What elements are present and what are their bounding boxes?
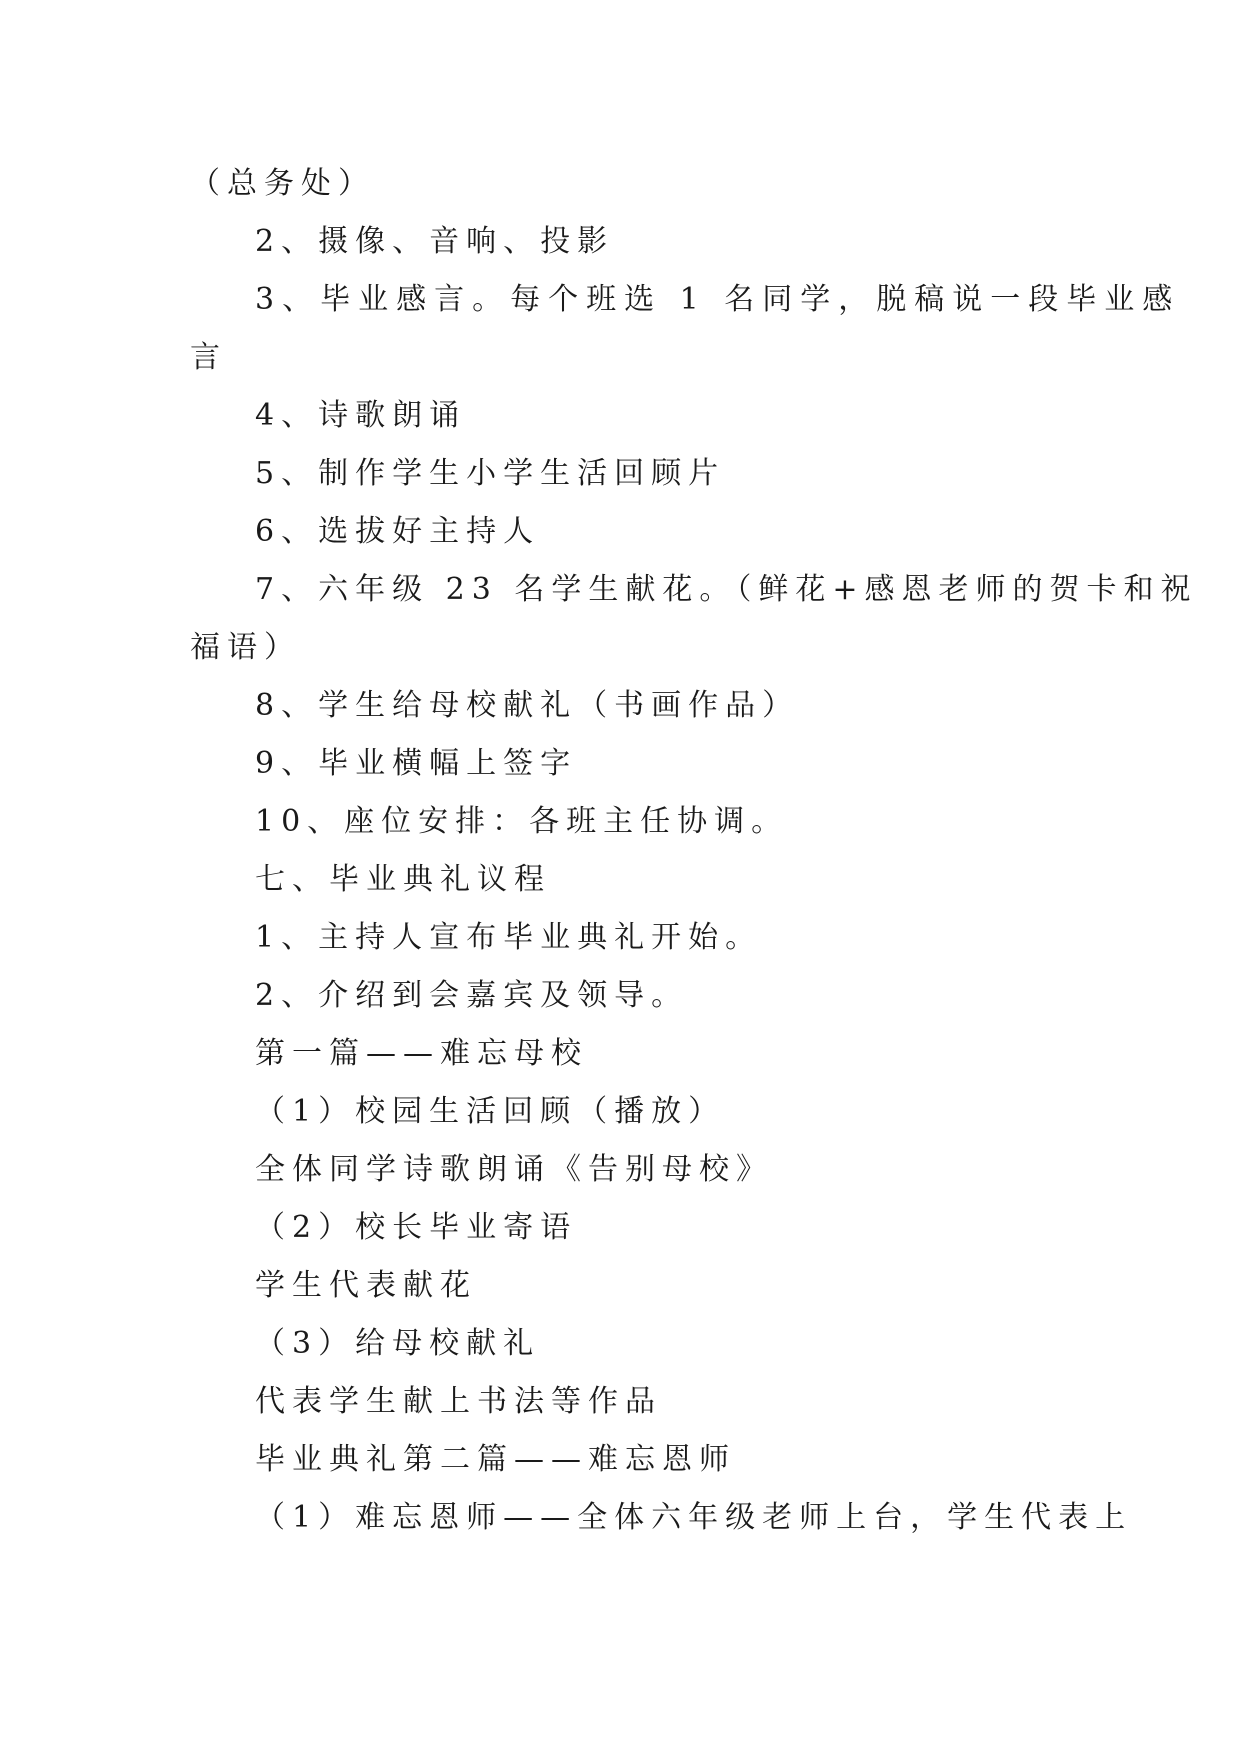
subsection-heading: 第一篇——难忘母校 — [255, 1036, 588, 1071]
text-line: （3）给母校献礼 — [255, 1326, 541, 1361]
text-line: 学生代表献花 — [255, 1268, 477, 1303]
text-line: （总务处） — [190, 166, 375, 201]
subsection-heading: 毕业典礼第二篇——难忘恩师 — [255, 1442, 736, 1477]
text-line: 福语） — [190, 630, 301, 665]
text-line: 全体同学诗歌朗诵《告别母校》 — [255, 1152, 773, 1187]
text-line: 1、主持人宣布毕业典礼开始。 — [255, 920, 763, 955]
text-line: 6、选拔好主持人 — [255, 514, 541, 549]
text-line: 言 — [190, 340, 227, 375]
text-line: 2、摄像、音响、投影 — [255, 224, 615, 259]
section-heading: 七、毕业典礼议程 — [255, 862, 551, 897]
text-line: 8、学生给母校献礼（书画作品） — [255, 688, 800, 723]
text-line: 4、诗歌朗诵 — [255, 398, 467, 433]
text-line: （2）校长毕业寄语 — [255, 1210, 578, 1245]
text-line: 9、毕业横幅上签字 — [255, 746, 578, 781]
text-line: 2、介绍到会嘉宾及领导。 — [255, 978, 689, 1013]
text-line: 7、六年级 23 名学生献花。（鲜花+感恩老师的贺卡和祝 — [255, 572, 1198, 607]
text-line: （1）难忘恩师——全体六年级老师上台，学生代表上 — [255, 1500, 1133, 1535]
text-line: （1）校园生活回顾（播放） — [255, 1094, 726, 1129]
text-line: 10、座位安排：各班主任协调。 — [255, 804, 789, 839]
text-line: 3、毕业感言。每个班选 1 名同学，脱稿说一段毕业感 — [255, 282, 1181, 317]
text-line: 5、制作学生小学生活回顾片 — [255, 456, 726, 491]
text-line: 代表学生献上书法等作品 — [255, 1384, 662, 1419]
